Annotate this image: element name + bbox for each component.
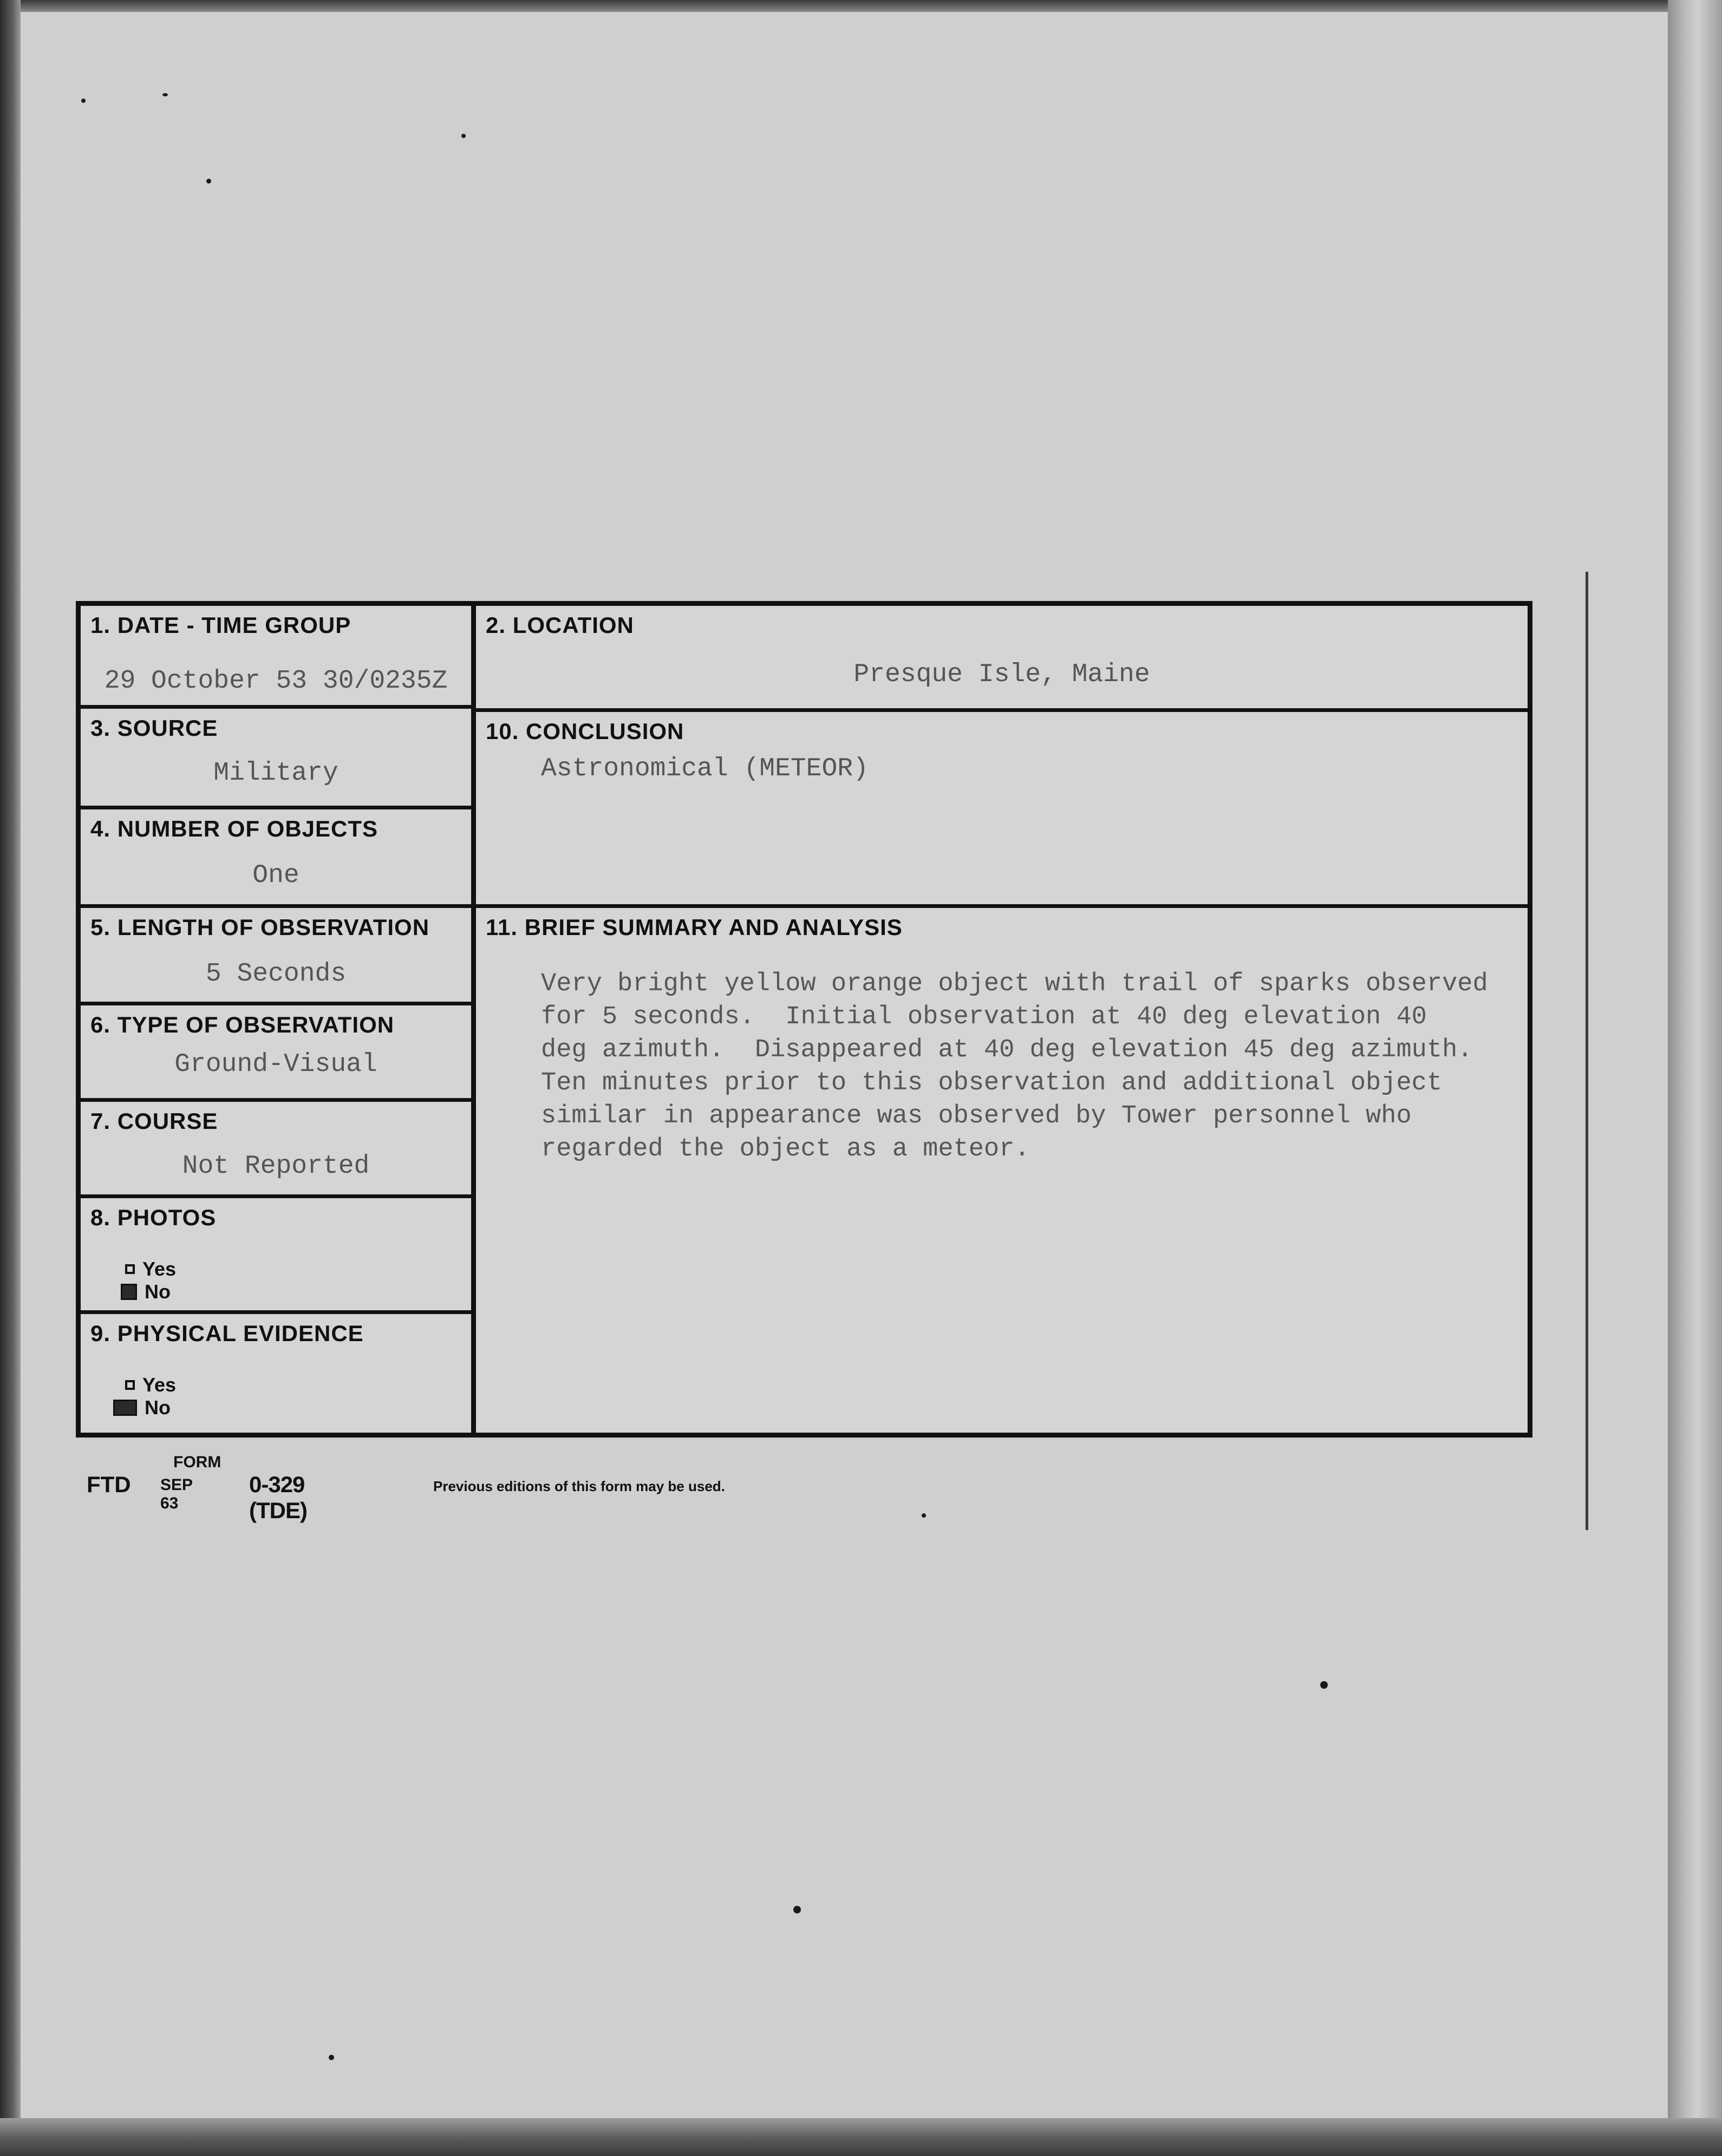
number-of-objects-value: One [252, 861, 299, 890]
physical-evidence-yes-label: Yes [142, 1374, 177, 1396]
dust-speck [81, 99, 86, 103]
field-type-of-observation [81, 1005, 471, 1102]
left-column [81, 606, 476, 1433]
date-time-group-value: 29 October 53 30/0235Z [104, 667, 448, 696]
field-photos [81, 1198, 471, 1314]
film-margin-line [1586, 572, 1588, 1530]
scan-edge-bottom [0, 2118, 1722, 2156]
length-of-observation-value: 5 Seconds [205, 959, 347, 989]
conclusion-value: Astronomical (METEOR) [541, 754, 869, 783]
scan-edge-top [0, 0, 1722, 12]
physical-evidence-label: 9. PHYSICAL EVIDENCE [90, 1321, 364, 1346]
source-value: Military [213, 759, 338, 788]
photos-no-option[interactable] [121, 1280, 171, 1303]
field-course [81, 1102, 471, 1198]
field-brief-summary [476, 908, 1528, 1433]
field-physical-evidence [81, 1314, 471, 1433]
checkbox-icon [125, 1264, 135, 1274]
dust-speck [793, 1906, 801, 1913]
type-of-observation-label: 6. TYPE OF OBSERVATION [90, 1012, 395, 1037]
dust-speck [922, 1513, 926, 1518]
dust-speck [461, 134, 466, 138]
course-value: Not Reported [182, 1152, 370, 1181]
type-of-observation-value: Ground-Visual [174, 1050, 377, 1079]
physical-evidence-yes-option[interactable] [125, 1374, 176, 1396]
checked-box-icon [113, 1400, 137, 1416]
location-label: 2. LOCATION [486, 612, 634, 638]
checkbox-icon [125, 1380, 135, 1390]
field-number-of-objects [81, 809, 471, 908]
dust-speck [162, 93, 168, 96]
physical-evidence-no-option[interactable] [113, 1396, 171, 1419]
photos-yes-label: Yes [142, 1258, 177, 1280]
footer-note: Previous editions of this form may be used. [433, 1478, 725, 1494]
number-of-objects-label: 4. NUMBER OF OBJECTS [90, 816, 379, 841]
footer-ftd: FTD [87, 1472, 131, 1497]
field-length-of-observation [81, 908, 471, 1005]
conclusion-label: 10. CONCLUSION [486, 718, 684, 744]
physical-evidence-no-label: No [145, 1396, 171, 1419]
project-record-card [76, 601, 1532, 1438]
footer-form-label: FORM [173, 1453, 221, 1471]
scan-edge-left [0, 0, 21, 2156]
brief-summary-label: 11. BRIEF SUMMARY AND ANALYSIS [486, 914, 903, 940]
photos-no-label: No [145, 1280, 171, 1303]
field-date-time-group [81, 606, 471, 709]
dust-speck [1320, 1681, 1328, 1689]
field-source [81, 709, 471, 809]
course-label: 7. COURSE [90, 1108, 218, 1134]
brief-summary-text: Very bright yellow orange object with trail of sparks observed for 5 seconds. Initial observation at 40 deg elevation 40 deg azimuth. Disappeared at 40 deg elevation 45 deg azimuth. Ten minutes prior to this observation and additional object similar in appearance was observed by Tower personnel who regarded the object as a meteor. [541, 970, 1488, 1164]
length-of-observation-label: 5. LENGTH OF OBSERVATION [90, 914, 430, 940]
location-value: Presque Isle, Maine [853, 660, 1150, 689]
dust-speck [329, 2055, 334, 2060]
checked-box-icon [121, 1284, 137, 1300]
photos-yes-option[interactable] [125, 1258, 176, 1280]
field-location [476, 606, 1528, 712]
footer-edition: SEP 63 [160, 1476, 193, 1512]
photos-label: 8. PHOTOS [90, 1205, 217, 1230]
scan-edge-right [1668, 0, 1722, 2156]
date-time-group-label: 1. DATE - TIME GROUP [90, 612, 351, 638]
footer-form-number: 0-329 (TDE) [249, 1472, 307, 1523]
source-label: 3. SOURCE [90, 715, 218, 741]
dust-speck [206, 179, 211, 184]
field-conclusion [476, 712, 1528, 908]
